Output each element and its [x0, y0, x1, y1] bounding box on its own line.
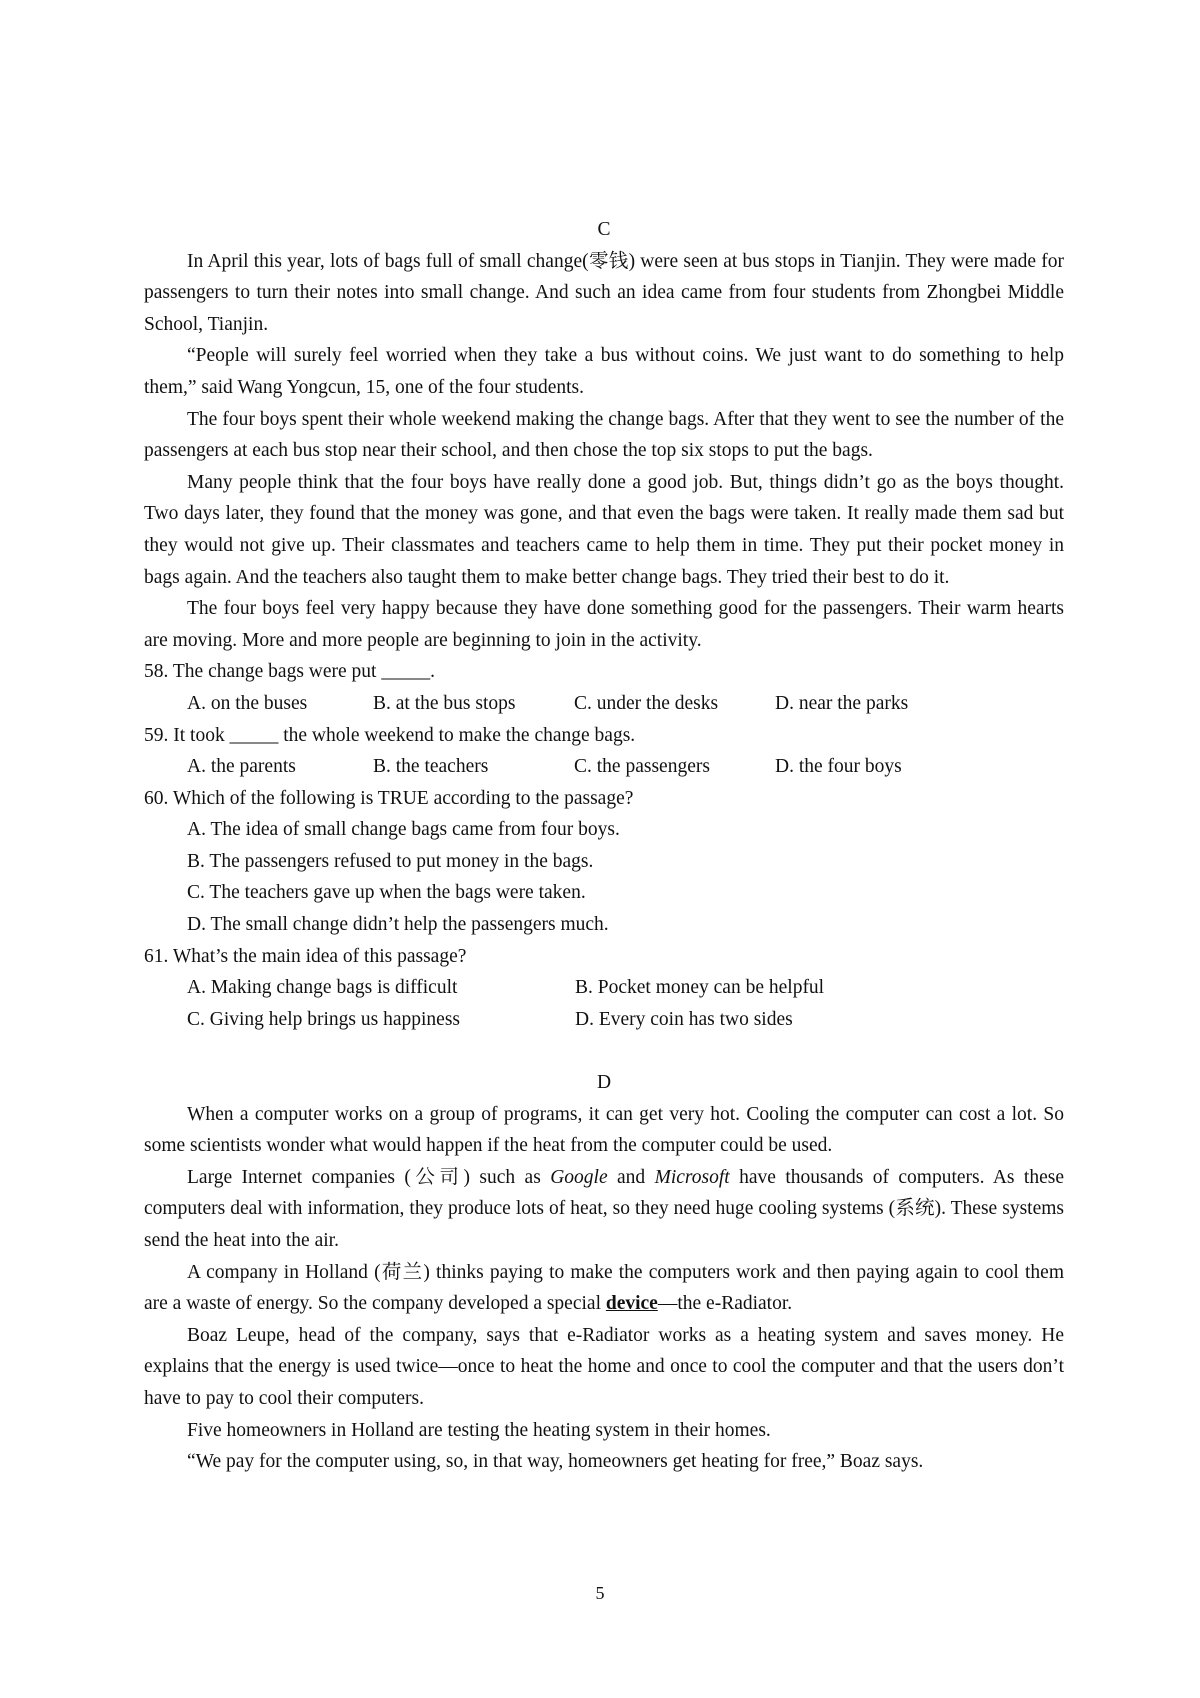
option-c: C. the passengers [574, 756, 710, 778]
question-options [144, 1004, 1064, 1036]
section-d-paragraph-4: Boaz Leupe, head of the company, says that e-Radiator works as a heating system and saves money. He explains that the energy is used twice—once to heat the home and once to cool the computer and that the users don’t have to pay to cool their computers. [144, 1324, 1064, 1409]
paragraph-text: have thousands of computers. As these computers deal with information, they produce lots of heat, so they need huge cooling systems (系统). These systems send the heat into the air. [144, 1166, 1064, 1251]
question-stem: 58. The change bags were put _____. [144, 661, 435, 683]
option-b: B. at the bus stops [373, 692, 516, 714]
option-a: A. the parents [187, 756, 296, 778]
company-name-microsoft: Microsoft [654, 1166, 730, 1188]
section-c-paragraph-3: The four boys spent their whole weekend making the change bags. After that they went to see the number of the passengers at each bus stop near their school, and then chose the top six stops to put the bags. [144, 408, 1064, 462]
option-b: B. the teachers [373, 756, 489, 778]
option-d: D. near the parks [775, 692, 909, 714]
section-d-title: D [596, 1072, 612, 1094]
option-c: C. Giving help brings us happiness [187, 1008, 460, 1030]
question-options [144, 751, 1064, 783]
question-stem: 61. What’s the main idea of this passage? [144, 945, 467, 967]
paragraph-text: and [607, 1166, 655, 1188]
paragraph-text: A company in Holland (荷兰) thinks paying to make the computers work and then paying again to cool them are a waste of energy. So the company developed a special [144, 1261, 1064, 1315]
section-spacer [144, 1035, 1064, 1067]
option-c: C. under the desks [574, 692, 719, 714]
section-d-paragraph-6: “We pay for the computer using, so, in that way, homeowners get heating for free,” Boaz says. [187, 1451, 924, 1473]
section-c-paragraph-1: In April this year, lots of bags full of small change(零钱) were seen at bus stops in Tianjin. They were made for passengers to turn their notes into small change. And such an idea came from four students from Zhongbei Middle School, Tianjin. [144, 250, 1064, 335]
question-58 [144, 656, 1064, 719]
question-stem: 59. It took _____ the whole weekend to make the change bags. [144, 724, 636, 746]
question-options [144, 688, 1064, 720]
section-d-paragraph-5: Five homeowners in Holland are testing the heating system in their homes. [187, 1419, 771, 1441]
question-options [144, 972, 1064, 1004]
option-a: A. Making change bags is difficult [187, 977, 458, 999]
paragraph-text: —the e-Radiator. [657, 1293, 793, 1315]
section-d-paragraph-1: When a computer works on a group of programs, it can get very hot. Cooling the computer can cost a lot. So some scientists wonder what would happen if the heat from the computer could be used. [144, 1103, 1064, 1157]
option-a: A. The idea of small change bags came from four boys. [187, 819, 620, 841]
paragraph-text: Large Internet companies (公司) such as [187, 1166, 551, 1188]
option-d: D. Every coin has two sides [575, 1008, 793, 1030]
section-c-paragraph-5: The four boys feel very happy because they have done something good for the passengers. Their warm hearts are moving. More and more people are beginning to join in the activity. [144, 598, 1064, 651]
question-stem: 60. Which of the following is TRUE according to the passage? [144, 787, 634, 809]
option-a: A. on the buses [187, 692, 308, 714]
company-name-google: Google [550, 1166, 608, 1188]
option-b: B. The passengers refused to put money in the bags. [187, 850, 594, 872]
section-c-paragraph-4: Many people think that the four boys have really done a good job. But, things didn’t go as the boys thought. Two days later, they found that the money was gone, and that even the bags were taken. It really made them sad but they would not give up. Their classmates and teachers came to help them in time. They put their pocket money in bags again. And the teachers also taught them to make better change bags. They tried their best to do it. [144, 471, 1064, 588]
section-d-paragraph-2 [144, 1162, 1064, 1257]
section-c-title: C [597, 219, 611, 240]
highlighted-word: device [605, 1293, 658, 1315]
option-d: D. The small change didn’t help the passengers much. [187, 914, 609, 936]
section-c-paragraph-2: “People will surely feel worried when they take a bus without coins. We just want to do something to help them,” said Wang Yongcun, 15, one of the four students. [144, 345, 1064, 398]
question-61 [144, 941, 1064, 1036]
option-c: C. The teachers gave up when the bags were taken. [187, 882, 586, 904]
section-d-paragraph-3 [144, 1257, 1064, 1320]
question-59 [144, 720, 1064, 783]
option-b: B. Pocket money can be helpful [575, 977, 825, 999]
exam-page [144, 214, 1064, 1478]
page-number: 5 [595, 1583, 605, 1603]
option-d: D. the four boys [775, 756, 902, 778]
question-60 [144, 783, 1064, 941]
